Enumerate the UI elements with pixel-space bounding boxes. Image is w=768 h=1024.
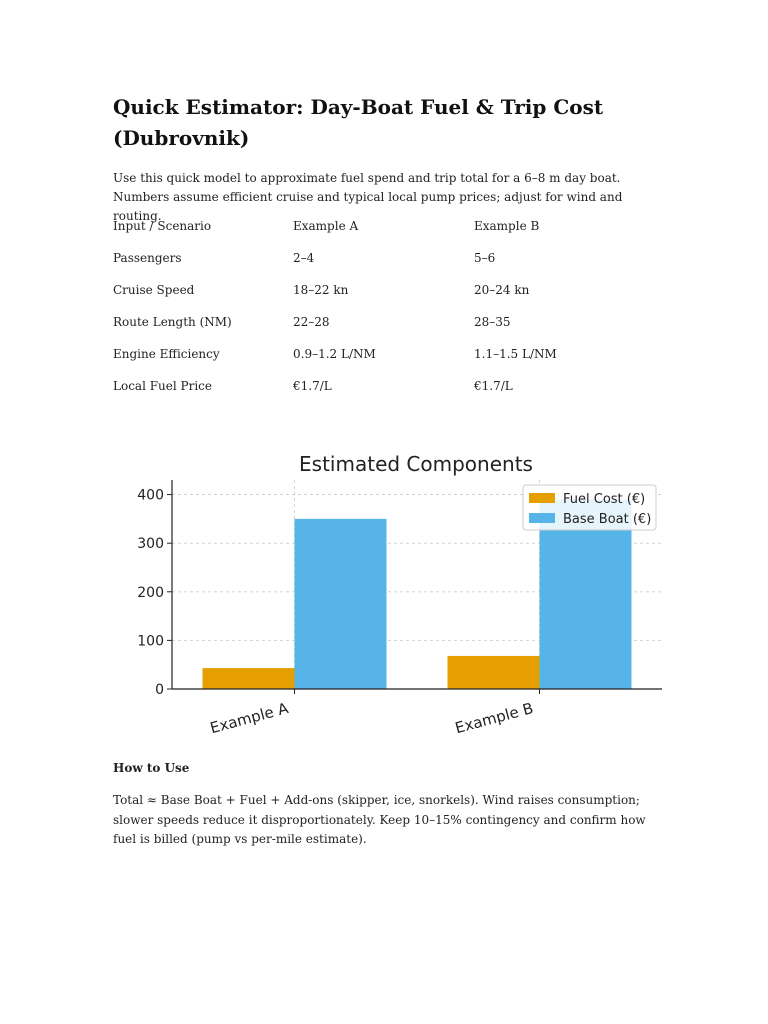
table-cell: Route Length (NM) [113, 315, 232, 329]
table-cell: 22–28 [293, 315, 330, 329]
table-header-cell: Example A [293, 219, 359, 233]
y-tick-label: 400 [137, 487, 164, 504]
chart-container [130, 440, 678, 745]
table-cell: Local Fuel Price [113, 379, 212, 393]
bar [203, 668, 295, 689]
x-tick-label: Example A [208, 699, 291, 738]
table-header-row [113, 210, 624, 242]
bar [448, 656, 540, 689]
y-tick-label: 300 [137, 536, 164, 553]
page-title: Quick Estimator: Day-Boat Fuel & Trip Cost (Dubrovnik) [113, 95, 604, 150]
table-cell: Cruise Speed [113, 283, 195, 297]
table-cell: 20–24 kn [474, 283, 530, 297]
how-to-heading: How to Use [113, 761, 190, 775]
inputs-table [113, 210, 624, 402]
table-cell: 0.9–1.2 L/NM [293, 347, 376, 361]
table-cell: €1.7/L [293, 379, 332, 393]
table-cell: 2–4 [293, 251, 315, 265]
table-cell: 5–6 [474, 251, 496, 265]
table-row [113, 338, 624, 370]
bar [295, 519, 387, 689]
how-to-paragraph: Total ≈ Base Boat + Fuel + Add-ons (skipper, ice, snorkels). Wind raises consumption; slower speeds reduce it disproportionately. Keep 10–15% contingency and confirm how fuel is billed (pump vs per-mile estimate). [113, 793, 646, 846]
table-cell: Passengers [113, 251, 182, 265]
chart-title: Estimated Components [299, 452, 533, 476]
table-row [113, 274, 624, 306]
legend-swatch [529, 493, 555, 503]
intro-paragraph: Use this quick model to approximate fuel spend and trip total for a 6–8 m day boat. Numbers assume efficient cruise and typical local pump prices; adjust for wind and routing. [113, 171, 623, 223]
table-cell: €1.7/L [474, 379, 513, 393]
table-cell: 18–22 kn [293, 283, 349, 297]
table-row [113, 306, 624, 338]
y-tick-label: 100 [137, 633, 164, 650]
x-tick-label: Example B [453, 699, 536, 738]
table-header-cell: Example B [474, 219, 540, 233]
table-cell: 28–35 [474, 315, 511, 329]
table-cell: Engine Efficiency [113, 347, 220, 361]
y-tick-label: 0 [155, 682, 164, 698]
table-cell: 1.1–1.5 L/NM [474, 347, 557, 361]
y-tick-label: 200 [137, 584, 164, 601]
legend-swatch [529, 513, 555, 523]
table-row [113, 370, 624, 402]
table-row [113, 242, 624, 274]
table-header-cell: Input / Scenario [113, 219, 212, 233]
bar-chart [130, 440, 678, 745]
legend-label: Base Boat (€) [563, 512, 652, 527]
legend-label: Fuel Cost (€) [563, 492, 646, 507]
